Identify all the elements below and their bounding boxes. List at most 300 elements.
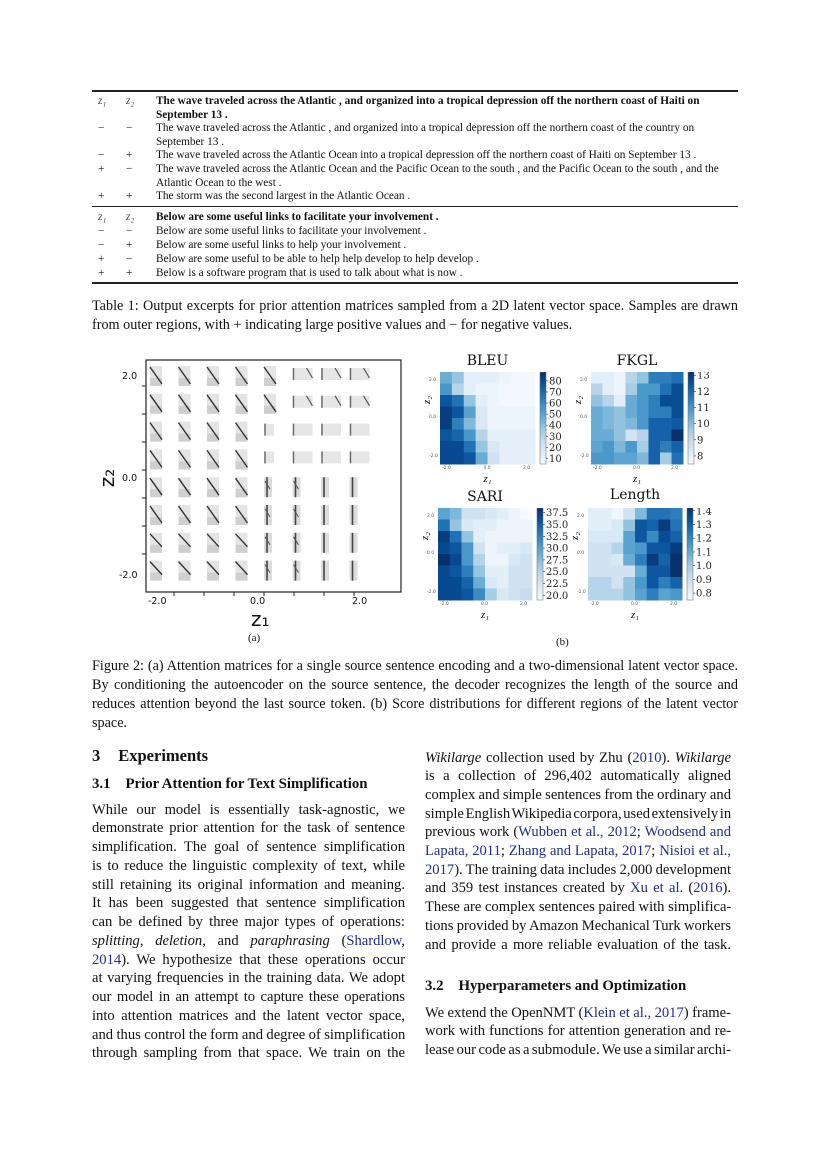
attention-matrix xyxy=(236,561,248,581)
heatmap-cell xyxy=(614,407,626,419)
heatmap-cell xyxy=(647,577,659,589)
attention-matrix xyxy=(236,449,248,469)
heatmap-cell xyxy=(485,566,497,578)
text-line xyxy=(92,951,405,970)
heatmap-cell xyxy=(462,589,474,601)
heatmap-cell xyxy=(612,577,624,589)
attention-matrix xyxy=(264,533,272,553)
subsection-number: 3.1 xyxy=(92,776,111,792)
heatmap-cell xyxy=(659,543,671,555)
text-span: previous work ( xyxy=(425,824,519,841)
heatmap-cell xyxy=(600,589,612,601)
text-span: work with functions for attention generation and re- xyxy=(425,1023,731,1040)
heatmap-cell xyxy=(612,566,624,578)
heatmap-cell xyxy=(485,589,497,601)
y-tick-label: 0.0 xyxy=(427,551,435,556)
text-span: ( xyxy=(329,932,347,949)
text-line xyxy=(425,898,731,917)
heatmap-cell xyxy=(614,395,626,407)
sentence-text: Below are some useful links to facilitate your involvement . xyxy=(156,225,427,237)
heatmap-cell xyxy=(497,577,509,589)
text-span: complex and simple sentences from the ordinary and xyxy=(425,786,731,803)
colorbar-tick-label: 11 xyxy=(697,403,710,415)
heatmap-cell xyxy=(440,430,452,442)
text-line xyxy=(425,879,731,898)
heatmap-cell xyxy=(450,577,462,589)
text-span: simple English Wikipedia corpora, used extensively in xyxy=(425,805,732,822)
heatmap-cell xyxy=(626,372,638,384)
text-span: , xyxy=(401,932,405,949)
heatmap-cell xyxy=(440,418,452,430)
attention-matrix xyxy=(179,533,191,553)
heatmap-cell xyxy=(588,554,600,566)
heatmap-cell xyxy=(476,453,488,465)
colorbar-tick-label: 37.5 xyxy=(546,508,569,520)
citation-link[interactable]: Shardlow xyxy=(346,932,402,949)
heatmap-cell xyxy=(438,520,450,532)
heatmap-cell xyxy=(520,589,532,601)
heatmap-cell xyxy=(473,577,485,589)
text-span: deletion xyxy=(155,932,203,949)
text-line xyxy=(92,969,405,988)
heatmap-cell xyxy=(450,531,462,543)
heatmap-cell xyxy=(623,520,635,532)
z2-sign: z₂ xyxy=(126,95,135,107)
y-tick-label: -2.0 xyxy=(577,590,586,595)
heatmap-cell xyxy=(659,531,671,543)
attention-matrix xyxy=(207,505,219,525)
subsection-heading-3-1 xyxy=(92,776,367,793)
heatmap-cell xyxy=(614,430,626,442)
heatmap-cell xyxy=(588,566,600,578)
text-span: ( xyxy=(683,880,694,897)
colorbar-tick-label: 80 xyxy=(549,376,562,388)
text-span: While our model is essentially task-agnostic, we xyxy=(92,801,405,818)
colorbar-tick-label: 0.8 xyxy=(696,588,712,600)
heatmap-cell xyxy=(462,577,474,589)
colorbar-tick-label: 60 xyxy=(549,398,562,410)
text-span: ). We hypothesize that these operations occur xyxy=(121,951,405,968)
heatmap-cell xyxy=(509,589,521,601)
citation-link[interactable]: Xu et al. xyxy=(630,880,684,897)
heatmap-cell xyxy=(523,384,535,396)
text-span: ). The training data includes 2,000 development xyxy=(454,861,731,878)
citation-link[interactable]: 2016 xyxy=(693,880,723,897)
text-line xyxy=(92,1007,405,1026)
subsection-title: Prior Attention for Text Simplification xyxy=(125,776,368,792)
heatmap-cell xyxy=(485,520,497,532)
x-tick-label: -2.0 xyxy=(440,602,449,607)
subfigure-label-b: (b) xyxy=(556,636,569,648)
colorbar-tick-label: 20.0 xyxy=(546,590,569,602)
text-span: These are complex sentences paired with simplifica- xyxy=(425,899,732,916)
citation-link[interactable]: Klein et al., 2017 xyxy=(583,1004,684,1021)
heatmap-cell xyxy=(647,589,659,601)
heatmap-cell xyxy=(464,384,476,396)
heatmap-cell xyxy=(660,395,672,407)
x-axis-label: z₁ xyxy=(481,609,490,621)
heatmap-cell xyxy=(647,566,659,578)
heatmap-cell xyxy=(588,577,600,589)
y-tick-label: 2.0 xyxy=(427,514,435,519)
attention-matrix xyxy=(179,366,191,386)
heatmap-cell xyxy=(600,543,612,555)
attention-matrix xyxy=(350,561,358,581)
heatmap-cell xyxy=(511,418,523,430)
attention-matrix xyxy=(207,422,219,442)
text-span: and thus control the form and degree of simplification xyxy=(92,1026,406,1043)
heatmap-cell xyxy=(523,407,535,419)
heatmap-cell xyxy=(647,554,659,566)
y-tick-label: -2.0 xyxy=(427,590,436,595)
heatmap-cell xyxy=(499,418,511,430)
heatmap-cell xyxy=(464,407,476,419)
heatmap-cell xyxy=(626,430,638,442)
heatmap-cell xyxy=(659,589,671,601)
heatmap-cell xyxy=(623,566,635,578)
text-span: demonstrate prior attention for the task of sentence xyxy=(92,820,405,837)
heatmap-cell xyxy=(464,453,476,465)
sentence-text: The wave traveled across the Atlantic , and organized into a tropical depression off the northern coast of Haiti on September 13 . xyxy=(156,95,700,121)
text-span: is to reduce the linguistic complexity of text, while xyxy=(92,857,405,874)
heatmap-cell xyxy=(649,418,661,430)
heatmap-cell xyxy=(438,508,450,520)
colorbar-tick-label: 1.0 xyxy=(696,561,712,573)
text-line xyxy=(92,838,405,857)
attention-matrix xyxy=(350,505,358,525)
heatmap-cell xyxy=(497,566,509,578)
heatmap-plot xyxy=(588,508,742,602)
text-line xyxy=(425,805,731,824)
attention-matrix xyxy=(207,394,219,414)
heatmap-cell xyxy=(476,441,488,453)
y-tick-label: 2.0 xyxy=(580,378,588,383)
attention-matrix xyxy=(321,477,329,497)
heatmap-cell xyxy=(450,589,462,601)
citation-link[interactable]: Woodsend and xyxy=(644,824,731,841)
heatmap-cell xyxy=(612,543,624,555)
heatmap-cell xyxy=(499,453,511,465)
text-line xyxy=(425,842,731,861)
heatmap-cell xyxy=(464,418,476,430)
heatmap-cell xyxy=(523,453,535,465)
colorbar-tick-label: 20 xyxy=(549,442,562,454)
attention-matrix xyxy=(207,449,219,469)
heatmap-cell xyxy=(450,566,462,578)
x-tick-label: 2.0 xyxy=(670,602,678,607)
heatmap-cell xyxy=(452,372,464,384)
heatmap-cell xyxy=(591,418,603,430)
colorbar-tick-label: 70 xyxy=(549,387,562,399)
text-line xyxy=(425,1022,731,1041)
heatmap-cell xyxy=(670,589,682,601)
heatmap-cell xyxy=(672,407,684,419)
heatmap-cell xyxy=(591,407,603,419)
attention-matrix xyxy=(350,477,358,497)
attention-matrix xyxy=(350,396,370,408)
heatmap-plot xyxy=(438,508,592,602)
table-caption: Table 1: Output excerpts for prior attention matrices sampled from a 2D latent vector space. Samples are drawn from outer regions, with + indicating large positive values and − for negative values. xyxy=(92,298,738,333)
heatmap-cell xyxy=(497,531,509,543)
heatmap-cell xyxy=(488,407,500,419)
text-span: , xyxy=(139,932,156,949)
z2-sign: − xyxy=(126,163,133,175)
heatmap-cell xyxy=(450,508,462,520)
heatmap-cell xyxy=(462,543,474,555)
attention-matrix xyxy=(321,533,329,553)
heatmap-cell xyxy=(476,384,488,396)
text-line xyxy=(92,819,405,838)
heatmap-cell xyxy=(660,430,672,442)
heatmap-cell xyxy=(672,395,684,407)
heatmap-cell xyxy=(649,384,661,396)
citation-link[interactable]: 2014 xyxy=(92,951,122,968)
text-line xyxy=(425,786,731,805)
heatmap-cell xyxy=(600,520,612,532)
heatmap-cell xyxy=(660,407,672,419)
heatmap-cell xyxy=(497,520,509,532)
citation-link[interactable]: Nisioi et al., xyxy=(659,843,731,859)
section-title: Experiments xyxy=(118,746,209,765)
heatmap-cell xyxy=(438,531,450,543)
heatmap-cell xyxy=(509,577,521,589)
text-span: splitting xyxy=(92,932,140,949)
heatmap-cell xyxy=(600,554,612,566)
y-axis-label: z₂ xyxy=(569,531,581,540)
heatmap-cell xyxy=(520,577,532,589)
colorbar xyxy=(540,372,546,464)
attention-matrix xyxy=(207,533,219,553)
x-tick-label: 2.0 xyxy=(520,602,528,607)
text-span: It has been suggested that sentence simplification xyxy=(92,895,405,912)
citation-link[interactable]: Zhang and Lapata, 2017 xyxy=(508,843,652,859)
x-axis-label: z₁ xyxy=(633,473,642,485)
x-tick-label: 2.0 xyxy=(523,466,531,471)
y-tick-label: 0.0 xyxy=(122,473,138,484)
heatmap-cell xyxy=(450,520,462,532)
heatmap-cell xyxy=(450,554,462,566)
heatmap-cell xyxy=(473,520,485,532)
heatmap-cell xyxy=(588,508,600,520)
heatmap-cell xyxy=(647,508,659,520)
heatmap-cell xyxy=(438,589,450,601)
colorbar-tick-label: 32.5 xyxy=(546,531,569,543)
heatmap-cell xyxy=(660,372,672,384)
subsection-heading-3-2 xyxy=(425,978,686,995)
heatmap-cell xyxy=(637,453,649,465)
text-line xyxy=(425,1041,731,1060)
text-span: ; xyxy=(651,843,660,859)
y-tick-label: -2.0 xyxy=(580,454,589,459)
text-line xyxy=(92,801,405,820)
heatmap-cell xyxy=(649,395,661,407)
heatmap-cell xyxy=(452,418,464,430)
heatmap-cell xyxy=(485,577,497,589)
heatmap-cell xyxy=(626,407,638,419)
x-tick-label: -2.0 xyxy=(593,466,602,471)
z1-sign: + xyxy=(98,190,105,202)
heatmap-cell xyxy=(588,543,600,555)
heatmap-cell xyxy=(485,508,497,520)
colorbar xyxy=(688,372,694,464)
heatmap-cell xyxy=(612,589,624,601)
y-tick-label: 2.0 xyxy=(577,514,585,519)
colorbar-tick-label: 9 xyxy=(697,435,704,447)
text-line xyxy=(92,1044,405,1063)
heatmap-cell xyxy=(450,543,462,555)
heatmap-cell xyxy=(497,543,509,555)
y-tick-label: 0.0 xyxy=(429,415,437,420)
colorbar-tick-label: 12 xyxy=(697,386,710,398)
attention-matrix xyxy=(321,368,341,380)
attention-matrix xyxy=(350,533,358,553)
citation-link[interactable]: Wubben et al., 2012 xyxy=(518,824,637,841)
heatmap-cell xyxy=(614,418,626,430)
colorbar-tick-label: 8 xyxy=(697,451,704,463)
z2-sign: + xyxy=(126,267,133,279)
heatmap-cell xyxy=(623,531,635,543)
attention-matrix xyxy=(264,505,272,525)
heatmap-cell xyxy=(499,384,511,396)
heatmap-cell xyxy=(476,407,488,419)
heatmap-cell xyxy=(603,418,615,430)
heatmap-cell xyxy=(626,384,638,396)
x-axis-label: z₁ xyxy=(251,607,270,631)
z2-sign: − xyxy=(126,253,133,265)
heatmap-cell xyxy=(520,520,532,532)
text-line xyxy=(92,857,405,876)
heatmap-cell xyxy=(523,372,535,384)
attention-matrix xyxy=(350,368,370,380)
heatmap-cell xyxy=(452,453,464,465)
heatmap-cell xyxy=(511,441,523,453)
citation-link[interactable]: Lapata, 2011 xyxy=(425,843,501,859)
heatmap-cell xyxy=(635,554,647,566)
attention-matrix xyxy=(321,561,329,581)
sentence-text: Below are some useful to be able to help help develop to help develop . xyxy=(156,253,479,265)
heatmap-cell xyxy=(659,566,671,578)
heatmap-cell xyxy=(591,441,603,453)
attention-matrix xyxy=(350,451,370,463)
heatmap-cell xyxy=(603,453,615,465)
heatmap-cell xyxy=(672,453,684,465)
heatmap-cell xyxy=(497,589,509,601)
heatmap-cell xyxy=(670,554,682,566)
z1-sign: z₁ xyxy=(98,211,107,223)
y-tick-label: 0.0 xyxy=(577,551,585,556)
text-span: our model in an attempt to capture these operations xyxy=(92,989,405,1005)
citation-link[interactable]: 2017 xyxy=(425,861,455,878)
heatmap-cell xyxy=(499,395,511,407)
z2-sign: + xyxy=(126,190,133,202)
y-tick-label: 2.0 xyxy=(122,371,138,382)
heatmap-cell xyxy=(600,577,612,589)
x-tick-label: 2.0 xyxy=(671,466,679,471)
text-span: paraphrasing xyxy=(250,932,330,949)
heatmap-cell xyxy=(511,395,523,407)
attention-matrix xyxy=(321,424,341,436)
heatmap-cell xyxy=(499,407,511,419)
text-span: at varying frequencies in the training data. We adopt xyxy=(92,970,405,987)
attention-matrix xyxy=(236,477,248,497)
heatmap-cell xyxy=(637,441,649,453)
y-tick-label: -2.0 xyxy=(429,454,438,459)
heatmap-cell xyxy=(614,453,626,465)
attention-matrix xyxy=(179,477,191,497)
subfigure-label-a: (a) xyxy=(248,632,261,644)
attention-matrix xyxy=(293,424,313,436)
heatmap-cell xyxy=(635,531,647,543)
heatmap-cell xyxy=(603,384,615,396)
text-line xyxy=(425,936,731,955)
heatmap-cell xyxy=(635,520,647,532)
attention-matrix xyxy=(179,561,191,581)
sentence-text: The wave traveled across the Atlantic Ocean into a tropical depression off the northern coast of Haiti on September 13 . xyxy=(156,149,697,161)
heatmap-cell xyxy=(476,430,488,442)
colorbar-tick-label: 35.0 xyxy=(546,520,569,532)
y-axis-label: z₂ xyxy=(421,395,433,404)
attention-matrix xyxy=(264,366,276,386)
attention-matrix xyxy=(236,394,248,414)
heatmap-cell xyxy=(476,395,488,407)
text-span: collection used by Zhu ( xyxy=(481,749,633,766)
figure-caption: Figure 2: (a) Attention matrices for a single source sentence encoding and a two-dimensional latent vector space. By conditioning the autoencoder on the source sentence, the decoder recognizes the length of the source and reduces attention beyond the last source token. (b) Score distributions for different regions of the latent vector space. xyxy=(92,658,738,731)
attention-matrix xyxy=(150,366,162,386)
heatmap-cell xyxy=(637,372,649,384)
heatmap-cell xyxy=(612,520,624,532)
heatmap-cell xyxy=(647,520,659,532)
x-axis-label: z₁ xyxy=(483,473,492,485)
z1-sign: − xyxy=(98,239,105,251)
sentence-text: Below is a software program that is used to talk about what is now . xyxy=(156,267,463,279)
citation-link[interactable]: 2010 xyxy=(632,749,662,766)
heatmap-cell xyxy=(603,372,615,384)
text-line xyxy=(425,917,731,936)
x-tick-label: -2.0 xyxy=(590,602,599,607)
heatmap-cell xyxy=(672,418,684,430)
text-span: is a collection of 296,402 automatically aligned xyxy=(425,768,731,785)
heatmap-cell xyxy=(488,430,500,442)
heatmap-cell xyxy=(614,384,626,396)
heatmap-cell xyxy=(523,441,535,453)
heatmap-cell xyxy=(499,430,511,442)
heatmap-cell xyxy=(476,372,488,384)
colorbar-tick-label: 10 xyxy=(697,419,710,431)
attention-matrix xyxy=(293,396,313,408)
heatmap-cell xyxy=(659,554,671,566)
heatmap-cell xyxy=(649,453,661,465)
attention-matrix xyxy=(236,366,248,386)
attention-matrix xyxy=(264,561,272,581)
text-span: lease our code as a submodule. We use a similar archi- xyxy=(425,1042,731,1059)
table-bottom-rule xyxy=(92,282,738,284)
attention-matrix xyxy=(179,505,191,525)
heatmap-cell xyxy=(509,566,521,578)
heatmap-cell xyxy=(511,453,523,465)
heatmap-cell xyxy=(649,430,661,442)
heatmap-cell xyxy=(452,441,464,453)
heatmap-cell xyxy=(672,430,684,442)
x-tick-label: 2.0 xyxy=(352,596,368,607)
text-line xyxy=(425,749,731,768)
heatmap-cell xyxy=(440,453,452,465)
heatmap-plot xyxy=(591,372,743,466)
heatmap-cell xyxy=(670,531,682,543)
colorbar-tick-label: 1.3 xyxy=(696,519,712,531)
heatmap-cell xyxy=(672,372,684,384)
heatmap-title: SARI xyxy=(467,489,503,505)
heatmap-cell xyxy=(623,508,635,520)
